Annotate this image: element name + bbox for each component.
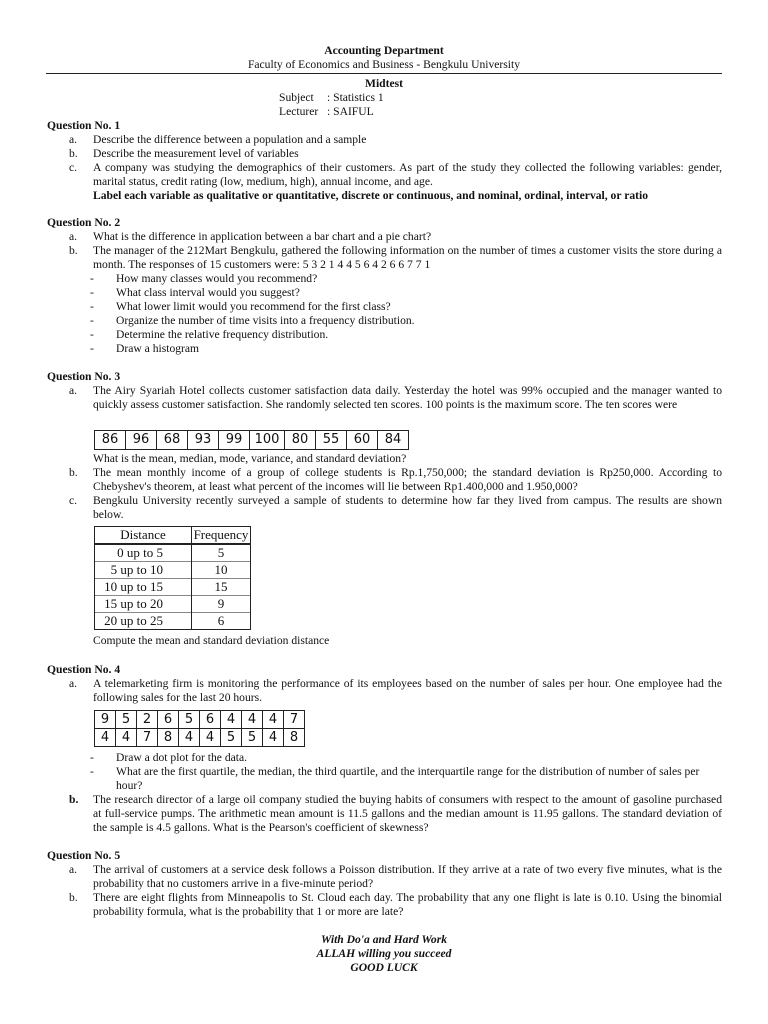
q2-item-a <box>47 230 722 244</box>
subject-label: Subject <box>279 91 314 104</box>
item-letter: a. <box>69 677 78 690</box>
score-cell: 100 <box>250 431 285 450</box>
item-letter: a. <box>69 384 78 397</box>
distance-cell: 5 up to 10 <box>95 562 192 579</box>
q4-item-b <box>47 793 722 835</box>
item-letter: b. <box>69 793 79 806</box>
q3-item-c <box>47 494 722 522</box>
item-text: The research director of a large oil company studied the buying habits of consumers with respect to the amount of gasoline purchased at full-service pumps. The arithmetic mean amount is 11.5 gallons and the median amount is 11.95 gallons. The standard deviation of the sample is 4.5 gallons. What is the Pearson's coefficient of skewness? <box>93 793 722 834</box>
closing-line-1: With Do'a and Hard Work <box>320 933 448 946</box>
frequency-cell: 5 <box>192 544 251 562</box>
score-cell: 68 <box>157 431 188 450</box>
bullet-text: Draw a dot plot for the data. <box>116 751 248 764</box>
question-2-title: Question No. 2 <box>47 216 121 229</box>
q1-item-b <box>47 147 722 161</box>
sales-cell: 4 <box>263 729 284 747</box>
item-text: The manager of the 212Mart Bengkulu, gathered the following information on the number of times a customer visits the store during a month. The responses of 15 customers were: 5 3 2 1 4 4 5 6 4 2 6 6 7 7 1 <box>93 244 722 271</box>
item-text: Describe the difference between a population and a sample <box>93 133 367 146</box>
score-cell: 99 <box>219 431 250 450</box>
sales-cell: 4 <box>221 711 242 729</box>
sales-cell: 5 <box>116 711 137 729</box>
item-text: A telemarketing firm is monitoring the performance of its employees based on the number of sales per hour. One employee had the following sales for the last 20 hours. <box>93 677 722 704</box>
sales-cell: 4 <box>179 729 200 747</box>
faculty-name: Faculty of Economics and Business - Bengkulu University <box>247 58 521 71</box>
item-text: The arrival of customers at a service desk follows a Poisson distribution. If they arrive at a rate of two every five minutes, what is the probability that no customers arrive in a five-minute period? <box>93 863 722 890</box>
question-1-title: Question No. 1 <box>47 119 121 132</box>
exam-title: Midtest <box>365 77 403 90</box>
table-row <box>95 544 251 562</box>
q2-bullet-3: - What lower limit would you recommend for the first class? <box>90 300 722 314</box>
q1-item-c <box>47 161 722 203</box>
sales-cell: 9 <box>95 711 116 729</box>
item-text: Describe the measurement level of variables <box>93 147 299 160</box>
table-row <box>95 613 251 630</box>
table-row <box>95 579 251 596</box>
bullet-text: What lower limit would you recommend for the first class? <box>116 300 391 313</box>
q4-bullet-2: - What are the first quartile, the median, the third quartile, and the interquartile range for the distribution of number of sales per hour? <box>90 765 722 793</box>
distance-header: Distance <box>95 527 192 545</box>
distance-cell: 15 up to 20 <box>95 596 192 613</box>
score-cell: 55 <box>316 431 347 450</box>
sales-cell: 2 <box>137 711 158 729</box>
sales-cell: 8 <box>158 729 179 747</box>
q2-bullet-5: - Determine the relative frequency distribution. <box>90 328 722 342</box>
q3-a-prompt: What is the mean, median, mode, variance, and standard deviation? <box>93 452 407 465</box>
sales-cell: 4 <box>242 711 263 729</box>
sales-cell: 7 <box>137 729 158 747</box>
closing-line-2: ALLAH willing you succeed <box>316 947 452 960</box>
q3-item-b <box>47 466 722 494</box>
q4-bullet-1: - Draw a dot plot for the data. <box>90 751 722 765</box>
item-letter: b. <box>69 466 78 479</box>
score-cell: 93 <box>188 431 219 450</box>
scores-table <box>94 430 409 450</box>
q2-item-b <box>47 244 722 272</box>
sales-cell: 4 <box>200 729 221 747</box>
table-row <box>95 729 305 747</box>
sales-cell: 4 <box>95 729 116 747</box>
distance-cell: 10 up to 15 <box>95 579 192 596</box>
item-letter: a. <box>69 230 78 243</box>
q5-item-b <box>47 891 722 919</box>
subject-value: : Statistics 1 <box>327 91 384 104</box>
item-letter: b. <box>69 891 78 904</box>
table-row <box>95 711 305 729</box>
q3-c-prompt: Compute the mean and standard deviation distance <box>93 634 330 647</box>
q4-item-a <box>47 677 722 705</box>
sales-cell: 5 <box>179 711 200 729</box>
item-letter: c. <box>69 161 78 174</box>
bullet-text: What class interval would you suggest? <box>116 286 300 299</box>
item-text: Bengkulu University recently surveyed a sample of students to determine how far they lived from campus. The results are shown below. <box>93 494 722 521</box>
frequency-cell: 10 <box>192 562 251 579</box>
sales-cell: 6 <box>200 711 221 729</box>
department-title: Accounting Department <box>324 44 444 57</box>
q2-bullet-1: - How many classes would you recommend? <box>90 272 722 286</box>
sales-cell: 6 <box>158 711 179 729</box>
item-letter: b. <box>69 147 78 160</box>
item-letter: a. <box>69 863 78 876</box>
score-cell: 96 <box>126 431 157 450</box>
sales-cell: 7 <box>284 711 305 729</box>
bullet-text: What are the first quartile, the median, the third quartile, and the interquartile range for the distribution of number of sales per hour? <box>116 765 700 792</box>
distance-cell: 20 up to 25 <box>95 613 192 630</box>
bullet-text: Organize the number of time visits into a frequency distribution. <box>116 314 415 327</box>
sales-cell: 4 <box>116 729 137 747</box>
score-cell: 86 <box>95 431 126 450</box>
q1-item-a <box>47 133 722 147</box>
sales-cell: 4 <box>263 711 284 729</box>
frequency-cell: 15 <box>192 579 251 596</box>
item-instruction: Label each variable as qualitative or quantitative, discrete or continuous, and nominal, ordinal, interval, or ratio <box>93 189 649 202</box>
q2-bullet-6: - Draw a histogram <box>90 342 722 356</box>
question-4-title: Question No. 4 <box>47 663 121 676</box>
table-row <box>95 596 251 613</box>
bullet-text: Draw a histogram <box>116 342 200 355</box>
item-letter: b. <box>69 244 78 257</box>
score-cell: 84 <box>378 431 409 450</box>
distance-frequency-table <box>94 526 251 630</box>
sales-cell: 8 <box>284 729 305 747</box>
item-letter: a. <box>69 133 78 146</box>
bullet-text: Determine the relative frequency distribution. <box>116 328 329 341</box>
q2-bullet-4: - Organize the number of time visits into a frequency distribution. <box>90 314 722 328</box>
frequency-header: Frequency <box>192 527 251 545</box>
item-text: The Airy Syariah Hotel collects customer satisfaction data daily. Yesterday the hotel was 99% occupied and the manager wanted to quickly assess customer satisfaction. She randomly selected ten scores. 100 points is the maximum score. The ten scores were <box>93 384 722 411</box>
q2-bullet-2: - What class interval would you suggest? <box>90 286 722 300</box>
exam-meta <box>279 91 384 119</box>
sales-cell: 5 <box>221 729 242 747</box>
q3-item-a <box>47 384 722 412</box>
score-cell: 80 <box>285 431 316 450</box>
item-text: The mean monthly income of a group of college students is Rp.1,750,000; the standard deviation is Rp250,000. According to Chebyshev's theorem, at least what percent of the incomes will lie between Rp1.400,000 and 1.950,000? <box>93 466 722 493</box>
item-text: What is the difference in application between a bar chart and a pie chart? <box>93 230 432 243</box>
question-5-title: Question No. 5 <box>47 849 121 862</box>
item-text: A company was studying the demographics of their customers. As part of the study they collected the following variables: gender, marital status, credit rating (low, medium, high), annual income, and age. <box>93 161 722 188</box>
item-letter: c. <box>69 494 78 507</box>
lecturer-value: : SAIFUL <box>327 105 374 118</box>
score-cell: 60 <box>347 431 378 450</box>
table-row <box>95 562 251 579</box>
sales-cell: 5 <box>242 729 263 747</box>
bullet-text: How many classes would you recommend? <box>116 272 318 285</box>
frequency-cell: 9 <box>192 596 251 613</box>
q5-item-a <box>47 863 722 891</box>
lecturer-label: Lecturer <box>279 105 319 118</box>
distance-cell: 0 up to 5 <box>95 544 192 562</box>
closing-line-3: GOOD LUCK <box>350 961 418 974</box>
item-text: There are eight flights from Minneapolis to St. Cloud each day. The probability that any one flight is late is 0.10. Using the binomial probability formula, what is the probability that 1 or more are late? <box>93 891 722 918</box>
question-3-title: Question No. 3 <box>47 370 121 383</box>
sales-table <box>94 710 305 747</box>
header-divider <box>46 73 722 74</box>
frequency-cell: 6 <box>192 613 251 630</box>
